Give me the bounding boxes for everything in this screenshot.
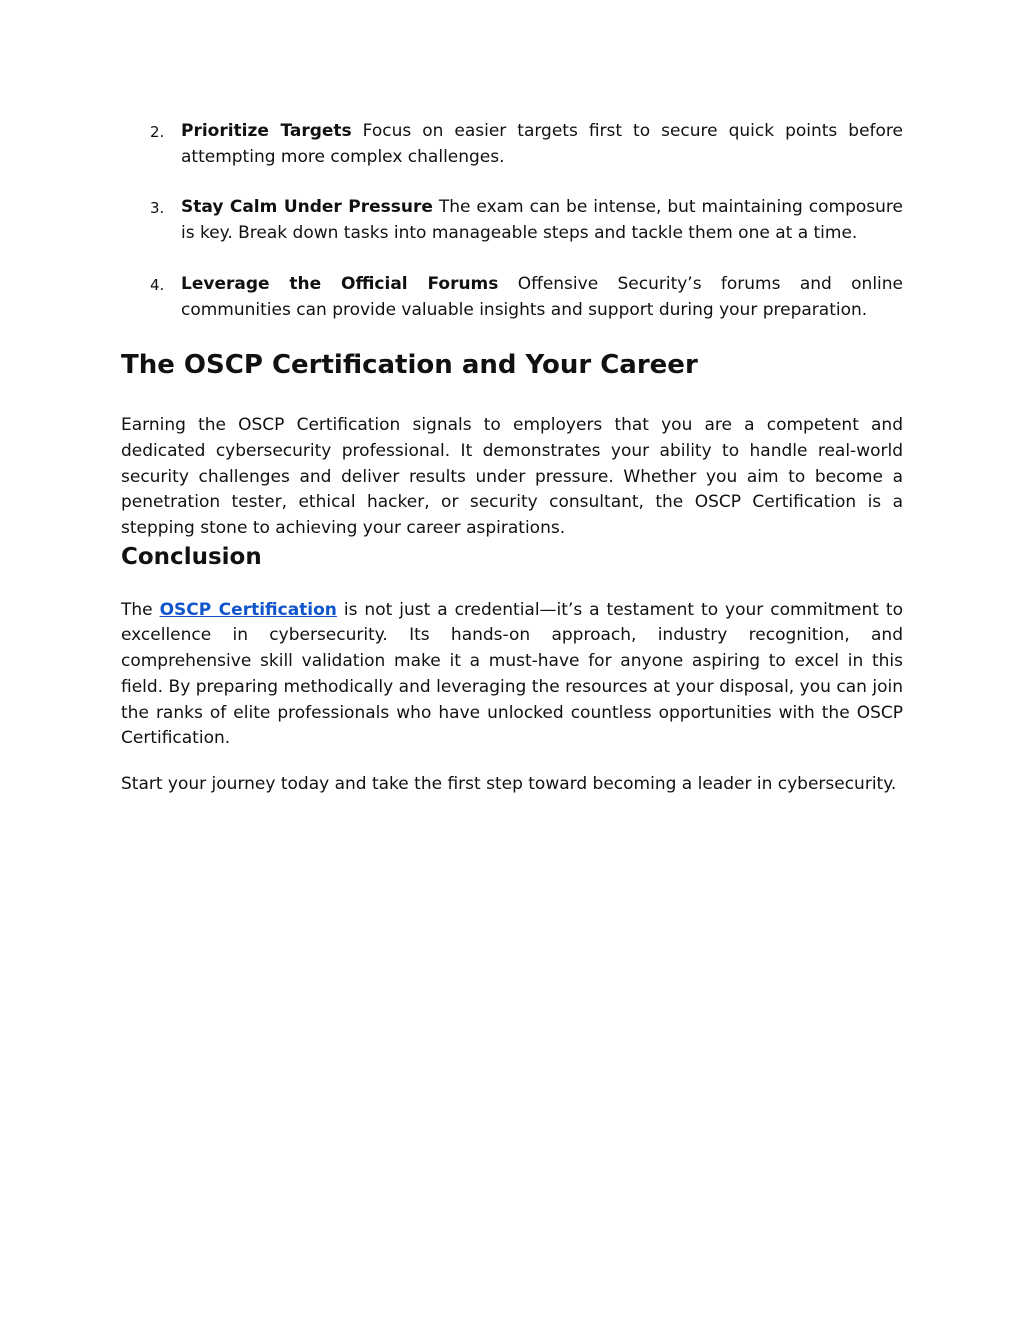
list-item-body: Offensive Security’s forums and online communities can provide valuable insights and support during your preparation. [181,273,903,320]
list-number: 4. [150,275,165,294]
conclusion-heading: Conclusion [121,543,262,570]
list-item [121,119,903,170]
conclusion-suffix: is not just a credential—it’s a testament to your commitment to excellence in cybersecurity. Its hands-on approach, industry recognition, and comprehensive skill validation make it a must-have for anyone aspiring to excel in this field. By preparing methodically and leveraging the resources at your disposal, you can join the ranks of elite professionals who have unlocked countless opportunities with the OSCP Certification. [121,599,903,749]
list-item-text [181,195,903,246]
list-item-body: The exam can be intense, but maintaining composure is key. Break down tasks into manageable steps and tackle them one at a time. [181,197,904,244]
list-item-text [181,272,903,323]
list-number: 3. [150,199,165,218]
list-item-body: Focus on easier targets first to secure quick points before attempting more complex challenges. [181,121,903,167]
oscp-certification-link[interactable]: OSCP Certification [159,599,337,620]
career-heading: The OSCP Certification and Your Career [121,350,698,381]
document-page [121,0,903,798]
list-item-text [181,119,903,170]
career-paragraph: Earning the OSCP Certification signals to employers that you are a competent and dedicated cybersecurity professional. It demonstrates your ability to handle real-world security challenges and deliver results under pressure. Whether you aim to become a penetration tester, ethical hacker, or security consultant, the OSCP Certification is a stepping stone to achieving your career aspirations. [121,415,903,539]
list-number: 2. [150,123,165,141]
list-item [121,195,903,246]
list-item-title: Leverage the Official Forums [181,273,499,294]
list-item-title: Stay Calm Under Pressure [181,197,433,218]
conclusion-prefix: The [121,599,160,620]
closing-paragraph: Start your journey today and take the first step toward becoming a leader in cybersecurity. [121,773,897,794]
list-item-title: Prioritize Targets [181,121,352,141]
list-item [121,272,903,323]
tips-list [121,119,903,323]
conclusion-paragraph [121,598,903,752]
